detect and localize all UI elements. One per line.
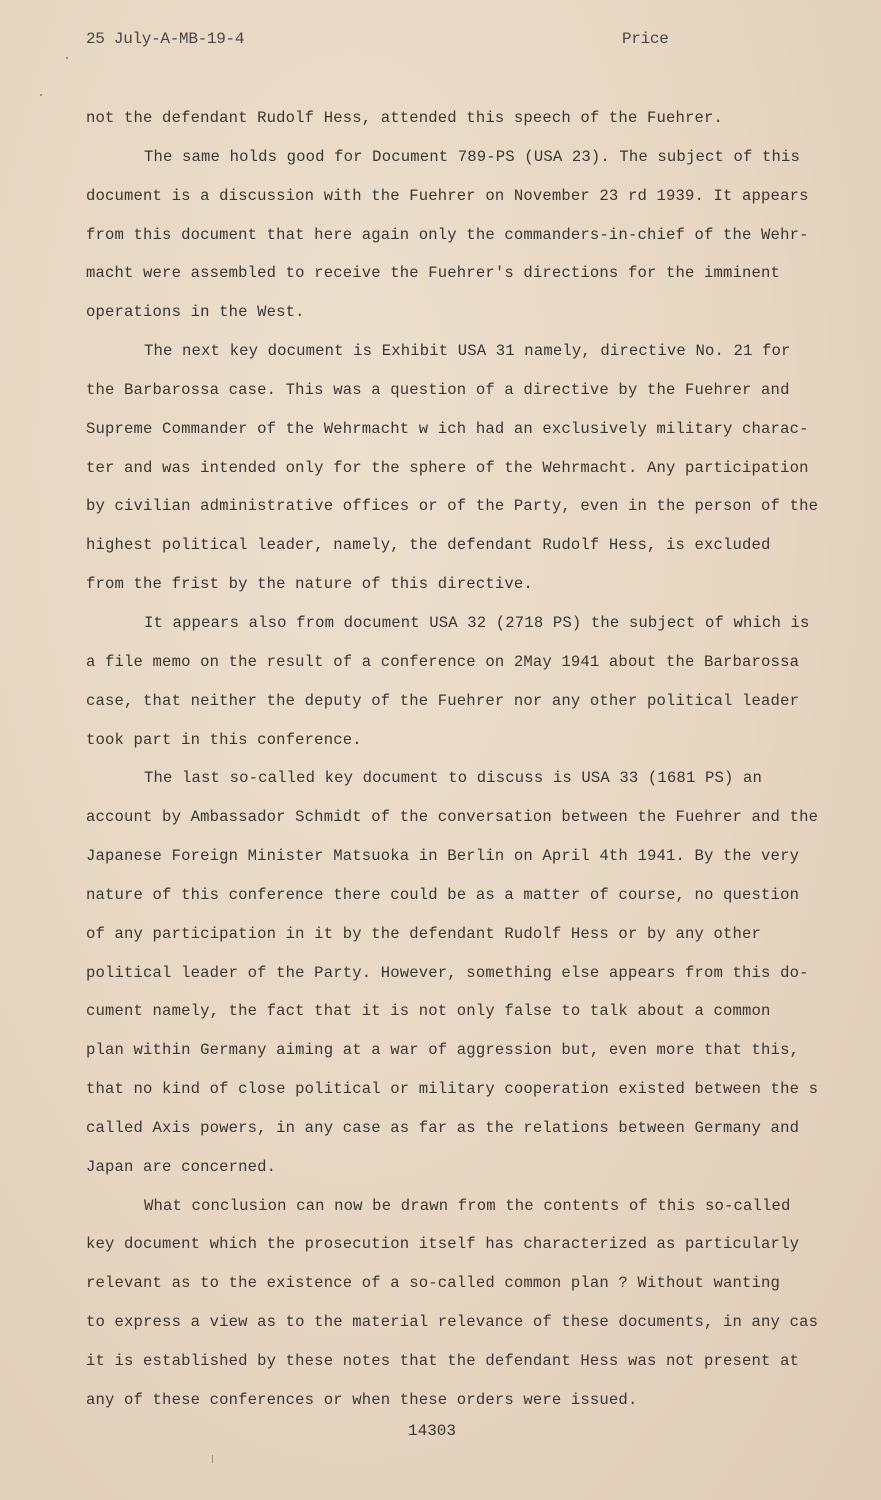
text-line: The last so-called key document to discuss is USA 33 (1681 PS) an (144, 769, 763, 788)
text-line: ter and was intended only for the sphere of the Wehrmacht. Any participation (86, 458, 809, 477)
text-line: to express a view as to the material relevance of these documents, in any cas (86, 1313, 819, 1332)
text-line: of any participation in it by the defendant Rudolf Hess or by any other (86, 924, 762, 943)
text-line: not the defendant Rudolf Hess, attended this speech of the Fuehrer. (86, 109, 724, 127)
text-line: from this document that here again only the commanders-in-chief of the Wehr- (86, 225, 809, 244)
paper-mark (212, 1455, 213, 1463)
paper-mark (40, 94, 42, 96)
text-line: that no kind of close political or military cooperation existed between the s (86, 1080, 819, 1099)
body-text (86, 105, 831, 1426)
text-line: It appears also from document USA 32 (2718 PS) the subject of which is (144, 613, 810, 632)
text-line: it is established by these notes that the defendant Hess was not present at (86, 1352, 800, 1370)
text-line: Supreme Commander of the Wehrmacht w ich had an exclusively military charac- (86, 419, 809, 438)
text-line: The same holds good for Document 789-PS (USA 23). The subject of this (144, 147, 801, 166)
page-number: 14303 (408, 1422, 457, 1440)
header-speaker: Price (622, 30, 669, 48)
text-line: the Barbarossa case. This was a question of a directive by the Fuehrer and (86, 380, 790, 399)
text-line: relevant as to the existence of a so-called common plan ? Without wanting (86, 1274, 781, 1293)
text-line: Japanese Foreign Minister Matsuoka in Berlin on April 4th 1941. By the very (86, 847, 800, 866)
text-line: Japan are concerned. (86, 1157, 277, 1176)
text-line: political leader of the Party. However, something else appears from this do- (86, 963, 809, 982)
text-line: highest political leader, namely, the defendant Rudolf Hess, is excluded (86, 536, 771, 555)
text-line: case, that neither the deputy of the Fuehrer nor any other political leader (86, 691, 800, 710)
header-reference: 25 July-A-MB-19-4 (86, 30, 245, 48)
text-line: nature of this conference there could be as a matter of course, no question (86, 885, 800, 904)
text-line: a file memo on the result of a conference on 2May 1941 about the Barbarossa (86, 652, 800, 671)
text-line: by civilian administrative offices or of the Party, even in the person of the (86, 497, 819, 516)
text-line: took part in this conference. (86, 730, 362, 749)
text-line: The next key document is Exhibit USA 31 namely, directive No. 21 for (144, 342, 791, 361)
text-line: called Axis powers, in any case as far as the relations between Germany and (86, 1118, 800, 1137)
text-line: account by Ambassador Schmidt of the conversation between the Fuehrer and the (86, 808, 819, 827)
text-line: any of these conferences or when these orders were issued. (86, 1390, 638, 1409)
paper-mark (66, 57, 68, 59)
text-line: plan within Germany aiming at a war of aggression but, even more that this, (86, 1041, 800, 1060)
text-line: document is a discussion with the Fuehrer on November 23 rd 1939. It appears (86, 186, 809, 205)
text-line: cument namely, the fact that it is not only false to talk about a common (86, 1002, 771, 1021)
text-line: operations in the West. (86, 303, 305, 322)
text-line: macht were assembled to receive the Fuehrer's directions for the imminent (86, 264, 781, 283)
text-line: What conclusion can now be drawn from the contents of this so-called (144, 1196, 791, 1215)
text-line: from the frist by the nature of this directive. (86, 575, 533, 594)
text-line: key document which the prosecution itself has characterized as particularly (86, 1235, 800, 1254)
